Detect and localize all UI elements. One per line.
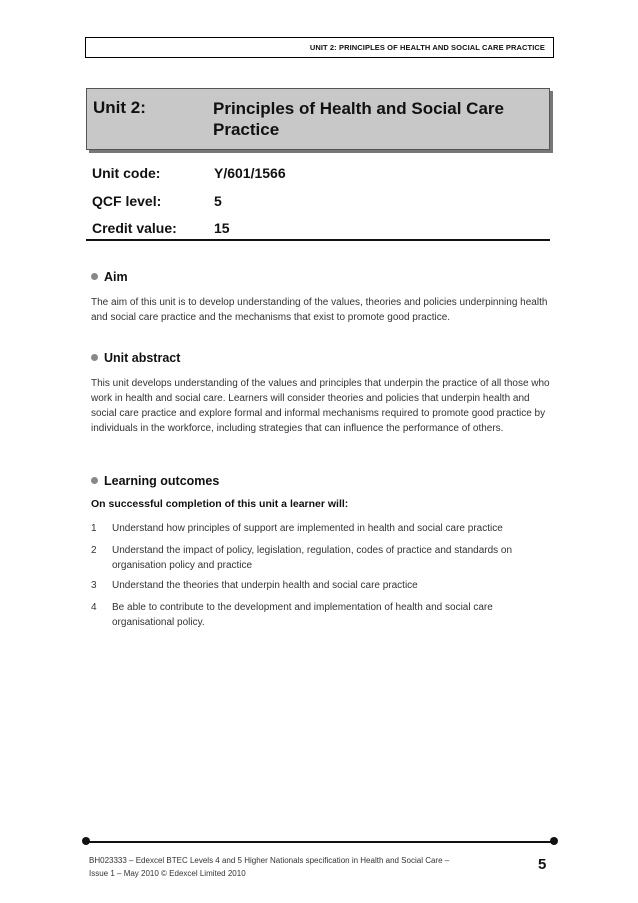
aim-heading-text: Aim xyxy=(104,270,128,284)
qcf-level-value: 5 xyxy=(214,193,222,209)
footer-line-1: BH023333 – Edexcel BTEC Levels 4 and 5 Higher Nationals specification in Health and Social Care – xyxy=(89,856,450,865)
bullet-icon xyxy=(91,354,98,361)
unit-code-row xyxy=(92,165,286,181)
outcome-number: 1 xyxy=(91,523,97,534)
credit-value-label: Credit value: xyxy=(92,220,177,236)
footer-text xyxy=(89,854,509,880)
unit-title: Principles of Health and Social Care Practice xyxy=(213,99,504,139)
footer-dot-left xyxy=(82,837,90,845)
outcomes-intro: On successful completion of this unit a learner will: xyxy=(91,498,349,510)
bullet-icon xyxy=(91,477,98,484)
page-number: 5 xyxy=(538,856,547,873)
footer-divider xyxy=(86,841,554,843)
unit-code-label: Unit code: xyxy=(92,165,161,181)
outcome-number: 4 xyxy=(91,602,97,613)
credit-value-row xyxy=(92,220,230,236)
footer-line-2: Issue 1 – May 2010 © Edexcel Limited 2010 xyxy=(89,869,246,878)
aim-heading xyxy=(91,270,128,284)
outcomes-heading xyxy=(91,474,219,488)
outcome-text: Understand the theories that underpin health and social care practice xyxy=(112,580,418,591)
outcome-text: Understand how principles of support are implemented in health and social care practice xyxy=(112,523,503,534)
qcf-level-row xyxy=(92,193,222,209)
running-header: UNIT 2: PRINCIPLES OF HEALTH AND SOCIAL CARE PRACTICE xyxy=(309,43,545,52)
abstract-heading-text: Unit abstract xyxy=(104,351,181,365)
outcome-text: Understand the impact of policy, legislation, regulation, codes of practice and standards on organisation policy and practice xyxy=(112,545,513,571)
running-header-box xyxy=(85,37,554,58)
credit-value-value: 15 xyxy=(214,220,230,236)
bullet-icon xyxy=(91,273,98,280)
abstract-heading xyxy=(91,351,180,365)
aim-text: The aim of this unit is to develop understanding of the values, theories and policies underpinning health and social care practice and the mechanisms that exist to promote good practice. xyxy=(91,297,548,323)
outcomes-heading-text: Learning outcomes xyxy=(104,474,220,488)
qcf-level-label: QCF level: xyxy=(92,193,162,209)
abstract-text: This unit develops understanding of the values and principles that underpin the practice of all those who work in health and social care. Learners will consider theories and policies that underpin health and social care practice and explore formal and informal mechanisms required to promote good practice by individuals in the workforce, including strategies that can influence the performance of others. xyxy=(91,378,550,434)
unit-code-value: Y/601/1566 xyxy=(214,165,286,181)
outcome-number: 3 xyxy=(91,580,97,591)
footer-dot-right xyxy=(550,837,558,845)
unit-title-label: Unit 2: xyxy=(93,98,146,117)
outcome-text: Be able to contribute to the development and implementation of health and social care organisational policy. xyxy=(112,602,493,628)
unit-title-box xyxy=(86,88,550,150)
title-divider xyxy=(86,239,550,241)
outcome-number: 2 xyxy=(91,545,97,556)
